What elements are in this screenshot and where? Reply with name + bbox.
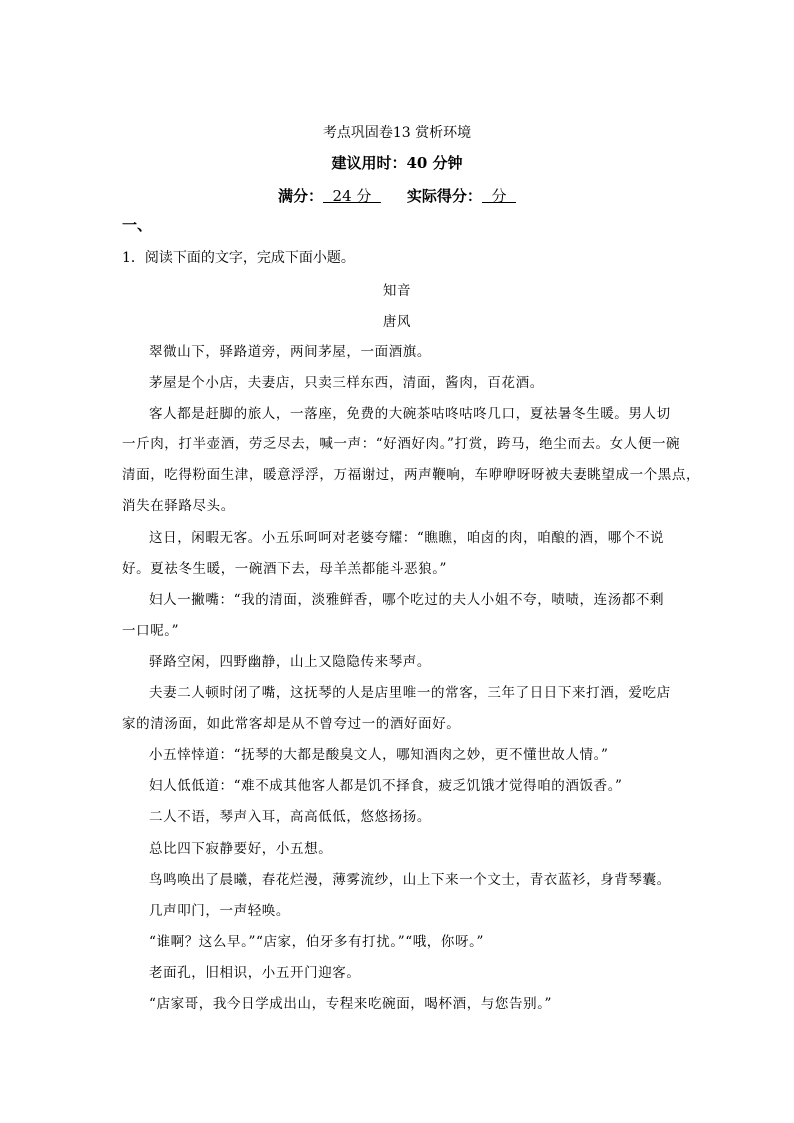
story-title: 知音: [382, 283, 412, 299]
story-line: 好。夏祛冬生暖，一碗酒下去，母羊羔都能斗恶狼。”: [122, 561, 448, 577]
story-line: “店家哥，我今日学成出山，专程来吃碗面，喝杯酒，与您告别。”: [149, 996, 553, 1012]
story-line: 一斤肉，打半壶酒，劳乏尽去，喊一声：“好酒好肉。”打赏，跨马，绝尘而去。女人便一碗: [122, 436, 681, 452]
score-line: [0, 187, 794, 205]
story-author: 唐风: [382, 314, 412, 330]
score-label: 满分：: [277, 187, 323, 205]
actual-score-value: 分: [481, 187, 517, 205]
story-line: 总比四下寂静要好，小五想。: [149, 841, 333, 857]
question-prompt: 1．阅读下面的文字，完成下面小题。: [122, 250, 355, 266]
story-line: 一口呢。”: [122, 623, 180, 639]
story-line: 鸟鸣唤出了晨曦，春花烂漫，薄雾流纱，山上下来一个文士，青衣蓝衫，身背琴囊。: [149, 872, 671, 888]
story-line: 家的清汤面，如此常客却是从不曾夸过一的酒好面好。: [122, 716, 461, 732]
page-title: 考点巩固卷13 赏析环境: [322, 125, 472, 141]
story-line: 妇人低低道：“难不成其他客人都是饥不择食，疲乏饥饿才觉得咱的酒饭香。”: [149, 778, 623, 794]
story-line: 几声叩门，一声轻唤。: [149, 903, 290, 919]
story-line: 消失在驿路尽头。: [122, 498, 235, 514]
story-line: 夫妻二人顿时闭了嘴，这抚琴的人是店里唯一的常客，三年了日日下来打酒，爱吃店: [149, 685, 671, 701]
story-line: 妇人一撇嘴：“我的清面，淡雅鲜香，哪个吃过的夫人小姐不夸，啧啧，连汤都不剩: [149, 592, 665, 608]
story-line: “谁啊？这么早。”“店家，伯牙多有打扰。”“哦，你呀。”: [149, 934, 484, 950]
suggested-time: 建议用时：40 分钟: [331, 154, 463, 172]
story-line: 老面孔，旧相识，小五开门迎客。: [149, 965, 361, 981]
story-line: 翠微山下，驿路道旁，两间茅屋，一面酒旗。: [149, 344, 431, 360]
actual-score-label: 实际得分：: [406, 187, 482, 205]
story-line: 清面，吃得粉面生津，暖意浮浮，万福谢过，两声鞭响，车咿咿呀呀被夫妻眺望成一个黑点，: [122, 467, 701, 483]
story-line: 茅屋是个小店，夫妻店，只卖三样东西，清面，酱肉，百花酒。: [149, 375, 544, 391]
story-line: 小五悻悻道：“抚琴的大都是酸臭文人，哪知酒肉之妙，更不懂世故人情。”: [149, 747, 609, 763]
section-heading: 一、: [122, 216, 153, 234]
score-value: 24 分: [322, 187, 381, 205]
story-line: 这日，闲暇无客。小五乐呵呵对老婆夸耀：“瞧瞧，咱卤的肉，咱酿的酒，哪个不说: [149, 530, 665, 546]
story-line: 驿路空闲，四野幽静，山上又隐隐传来琴声。: [149, 654, 431, 670]
story-line: 客人都是赶脚的旅人，一落座，免费的大碗茶咕咚咕咚几口，夏祛暑冬生暖。男人切: [149, 406, 671, 422]
story-line: 二人不语，琴声入耳，高高低低，悠悠扬扬。: [149, 809, 431, 825]
